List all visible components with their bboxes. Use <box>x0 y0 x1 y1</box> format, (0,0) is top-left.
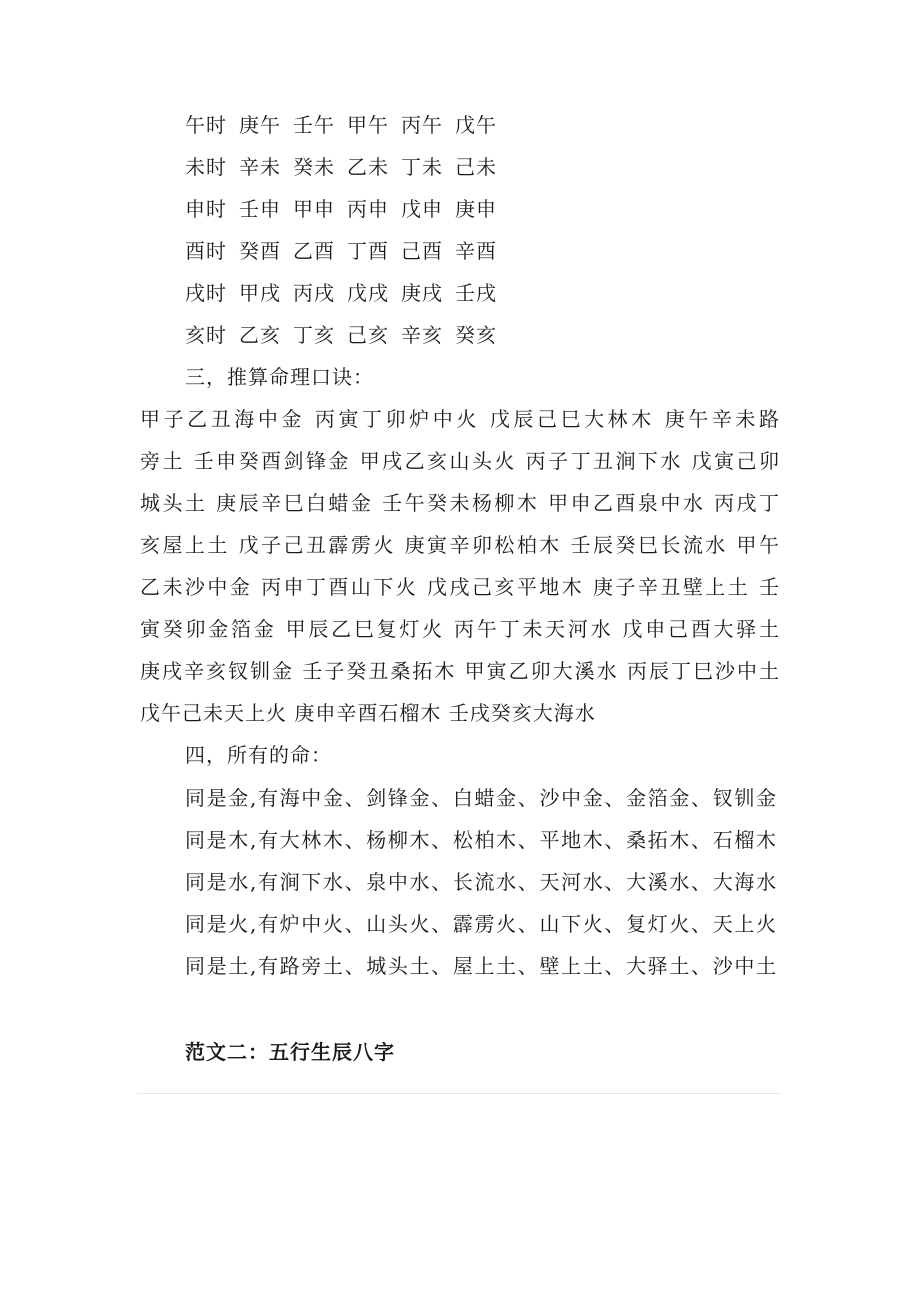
table-cell: 癸未 <box>293 155 335 179</box>
table-cell: 庚午 <box>239 113 281 137</box>
paragraph-line: 城头土 庚辰辛巳白蜡金 壬午癸未杨柳木 甲申乙酉泉中水 丙戌丁 <box>140 491 780 515</box>
table-cell: 壬戌 <box>455 281 497 305</box>
table-cell: 戌时 <box>185 281 227 305</box>
paragraph-line: 甲子乙丑海中金 丙寅丁卯炉中火 戊辰己巳大林木 庚午辛未路 <box>140 407 780 431</box>
table-cell: 己未 <box>455 155 497 179</box>
paragraph-line: 庚戌辛亥钗钏金 壬子癸丑桑拓木 甲寅乙卯大溪水 丙辰丁巳沙中土 <box>140 659 780 683</box>
table-row <box>185 281 497 305</box>
table-cell: 申时 <box>185 197 227 221</box>
table-cell: 辛亥 <box>401 323 443 347</box>
table-cell: 戊戌 <box>347 281 389 305</box>
table-cell: 辛酉 <box>455 239 497 263</box>
table-cell: 癸亥 <box>455 323 497 347</box>
table-cell: 壬午 <box>293 113 335 137</box>
table-row <box>185 197 497 221</box>
table-cell: 庚申 <box>455 197 497 221</box>
table-cell: 戊午 <box>455 113 497 137</box>
table-cell: 癸酉 <box>239 239 281 263</box>
table-cell: 乙未 <box>347 155 389 179</box>
list-item: 同是木,有大林木、杨柳木、松柏木、平地木、桑拓木、石榴木 <box>185 828 777 852</box>
table-cell: 戊申 <box>401 197 443 221</box>
list-item: 同是水,有涧下水、泉中水、长流水、天河水、大溪水、大海水 <box>185 870 777 894</box>
table-cell: 壬申 <box>239 197 281 221</box>
table-cell: 己酉 <box>401 239 443 263</box>
table-cell: 丁未 <box>401 155 443 179</box>
table-cell: 丙午 <box>401 113 443 137</box>
table-cell: 亥时 <box>185 323 227 347</box>
table-cell: 辛未 <box>239 155 281 179</box>
section-3-title: 三，推算命理口诀： <box>185 365 374 389</box>
table-cell: 丙戌 <box>293 281 335 305</box>
paragraph-line: 亥屋上土 戊子己丑霹雳火 庚寅辛卯松柏木 壬辰癸巳长流水 甲午 <box>140 533 780 557</box>
list-item: 同是土,有路旁土、城头土、屋上土、壁上土、大驿土、沙中土 <box>185 954 777 978</box>
table-cell: 酉时 <box>185 239 227 263</box>
table-row <box>185 323 497 347</box>
table-cell: 甲午 <box>347 113 389 137</box>
table-cell: 乙酉 <box>293 239 335 263</box>
section-4-title: 四，所有的命： <box>185 743 332 767</box>
table-cell: 丁酉 <box>347 239 389 263</box>
table-row <box>185 239 497 263</box>
list-item: 同是火,有炉中火、山头火、霹雳火、山下火、复灯火、天上火 <box>185 912 777 936</box>
table-row <box>185 113 497 137</box>
table-cell: 己亥 <box>347 323 389 347</box>
divider <box>137 1093 782 1094</box>
list-item: 同是金,有海中金、剑锋金、白蜡金、沙中金、金箔金、钗钏金 <box>185 786 777 810</box>
table-row <box>185 155 497 179</box>
table-cell: 甲戌 <box>239 281 281 305</box>
paragraph-line: 寅癸卯金箔金 甲辰乙巳复灯火 丙午丁未天河水 戊申己酉大驿土 <box>140 617 780 641</box>
table-cell: 乙亥 <box>239 323 281 347</box>
paragraph-line: 乙未沙中金 丙申丁酉山下火 戊戌己亥平地木 庚子辛丑壁上土 壬 <box>140 575 780 599</box>
paragraph-line: 旁土 壬申癸酉剑锋金 甲戌乙亥山头火 丙子丁丑涧下水 戊寅己卯 <box>140 449 780 473</box>
table-cell: 午时 <box>185 113 227 137</box>
table-cell: 甲申 <box>293 197 335 221</box>
next-article-heading: 范文二：五行生辰八字 <box>185 1040 395 1064</box>
table-cell: 丙申 <box>347 197 389 221</box>
paragraph-line: 戊午己未天上火 庚申辛酉石榴木 壬戌癸亥大海水 <box>140 701 596 725</box>
table-cell: 未时 <box>185 155 227 179</box>
table-cell: 庚戌 <box>401 281 443 305</box>
table-cell: 丁亥 <box>293 323 335 347</box>
